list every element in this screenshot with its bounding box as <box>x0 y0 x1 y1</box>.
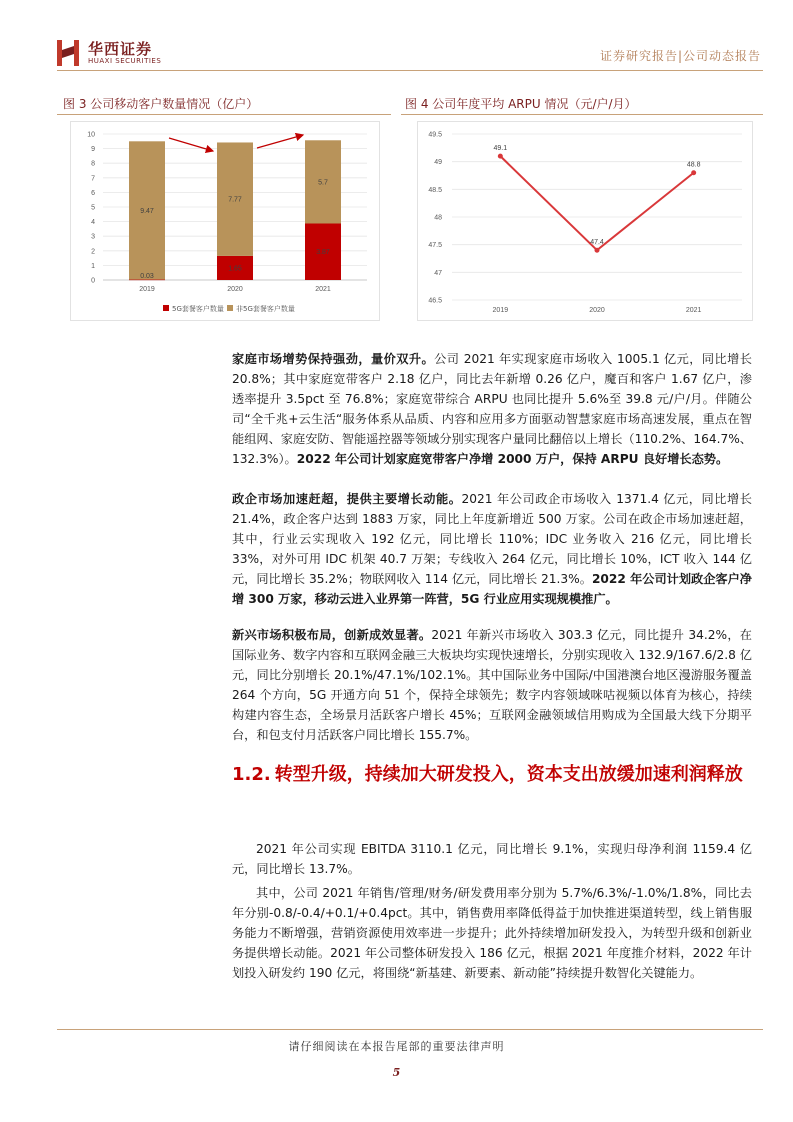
bar-value-label: 0.03 <box>140 273 154 280</box>
section-heading <box>232 756 762 794</box>
bar-value-label: 5.7 <box>318 179 328 187</box>
legend-swatch <box>227 305 233 311</box>
trend-arrow-up <box>257 135 303 148</box>
legend-swatch <box>163 305 169 311</box>
y-tick-label: 10 <box>87 131 95 139</box>
arpu-value-label: 49.1 <box>493 145 508 153</box>
arpu-point <box>498 154 503 159</box>
legal-notice: 请仔细阅读在本报告尾部的重要法律声明 <box>288 1040 505 1053</box>
figure3-caption: 图 3 公司移动客户数量情况（亿户） <box>63 97 259 111</box>
arpu-value-label: 48.8 <box>686 161 701 169</box>
arpu-value-label: 47.4 <box>590 239 604 247</box>
logo-icon <box>57 38 79 66</box>
customer-count-chart <box>70 121 380 321</box>
section-title: 转型升级，持续加大研发投入，资本支出放缓加速利润释放 <box>274 764 743 785</box>
figure4-caption: 图 4 公司年度平均 ARPU 情况（元/户/月） <box>405 97 637 111</box>
arpu-series-line <box>500 156 693 250</box>
x-tick-label: 2021 <box>315 286 331 293</box>
y-tick-label: 48 <box>434 214 442 222</box>
y-tick-label: 8 <box>91 160 95 168</box>
legend-label: 5G套餐客户数量 <box>172 305 224 313</box>
home-market-lead: 家庭市场增势保持强劲，量价双升。 <box>232 352 435 366</box>
enterprise-market-lead: 政企市场加速赶超，提供主要增长动能。 <box>232 492 462 506</box>
header-divider <box>57 70 763 71</box>
x-tick-label: 2019 <box>492 307 509 314</box>
y-tick-label: 7 <box>91 175 95 183</box>
ebitda-body: 2021 年公司实现 EBITDA 3110.1 亿元，同比增长 9.1%，实现归母净利润 1159.4 亿元，同比增长 13.7%。 <box>232 842 752 876</box>
bar-value-label: 3.87 <box>316 249 330 257</box>
bar-value-label: 9.47 <box>140 207 154 215</box>
section-number: 1.2. <box>232 764 271 785</box>
customer-count-chart-svg <box>71 122 379 320</box>
paragraph-home-market <box>232 349 752 469</box>
emerging-market-lead: 新兴市场积极布局，创新成效显著。 <box>232 628 432 642</box>
enterprise-market-body: 2021 年公司政企市场收入 1371.4 亿元，同比增长 21.4%，政企客户达到 1883 万家，同比上年度新增近 500 万家。公司在政企市场加速赶超，其中，行业云实现收入 192 亿元，同比增长 110%；IDC 业务收入 216 亿元，同比增长 33%，对外可用 IDC 机架 40.7 万架；专线收入 264 亿元，同比增长 10%，ICT 收入 144 亿元，同比增长 35.2%；物联网收入 114 亿元，同比增长 21.3%。 <box>232 492 752 586</box>
y-tick-label: 6 <box>91 189 95 197</box>
y-tick-label: 47 <box>434 269 442 277</box>
y-tick-label: 5 <box>91 204 95 212</box>
home-market-plan: 2022 年公司计划家庭宽带客户净增 2000 万户，保持 ARPU 良好增长态势。 <box>296 452 729 466</box>
home-market-body: 公司 2021 年实现家庭市场收入 1005.1 亿元，同比增长 20.8%；其中家庭宽带客户 2.18 亿户，同比去年新增 0.26 亿户，魔百和客户 1.67 亿户，渗透率提升 3.5pct 至 76.8%；家庭宽带综合 ARPU 也同比提升 5.6%至 39.8 元/户/月。伴随公司“全千兆+云生活“服务体系从品质、内容和应用多方面驱动智慧家庭市场高速发展，重点在智能组网、家庭安防、智能遥控器等领域分别实现客户量同比翻倍以上增长（110.2%、164.7%、132.3%）。 <box>232 352 752 466</box>
arpu-chart <box>417 121 753 321</box>
y-tick-label: 46.5 <box>428 297 442 305</box>
footer-divider <box>57 1029 763 1030</box>
logo-text-cn: 华西证券 <box>88 40 153 58</box>
x-tick-label: 2020 <box>589 307 605 314</box>
paragraph-expense-ratio <box>232 883 752 983</box>
arpu-chart-svg <box>418 122 752 320</box>
x-tick-label: 2020 <box>227 286 243 293</box>
paragraph-enterprise-market <box>232 489 752 609</box>
bar-value-label: 7.77 <box>228 196 242 204</box>
report-type-label: 证券研究报告|公司动态报告 <box>599 49 761 63</box>
figure3-caption-line <box>57 114 391 115</box>
y-tick-label: 0 <box>91 277 95 285</box>
emerging-market-body: 2021 年新兴市场收入 303.3 亿元，同比提升 34.2%，在国际业务、数字内容和互联网金融三大板块均实现快速增长，分别实现收入 132.9/167.6/2.8 亿元，同比分别增长 20.1%/47.1%/102.1%。其中国际业务中国际/中国港澳台地区漫游服务覆盖 264 个方向，5G 开通方向 51 个，保持全球领先；数字内容领域咪咕视频以体育为核心，持续构建内容生态，全场景月活跃客户增长 45%；互联网金融领域信用购成为全国最大线下分期平台，和包支付月活跃客户同比增长 155.7%。 <box>232 628 752 742</box>
paragraph-emerging-market <box>232 625 752 745</box>
legend-label: 非5G套餐客户数量 <box>236 305 295 313</box>
y-tick-label: 48.5 <box>428 186 442 194</box>
trend-arrow-down <box>169 138 213 151</box>
y-tick-label: 2 <box>91 248 95 256</box>
x-tick-label: 2021 <box>685 307 702 314</box>
expense-ratio-body: 其中，公司 2021 年销售/管理/财务/研发费用率分别为 5.7%/6.3%/-1.0%/1.8%，同比去年分别-0.8/-0.4/+0.1/+0.4pct。其中，销售费用率降低得益于加快推进渠道转型，线上销售服务能力不断增强，营销资源使用效率进一步提升；此外持续增加研发投入，为转型升级和创新业务提供增长动能。2021 年公司整体研发投入 186 亿元，根据 2021 年度推介材料，2022 年计划投入研发约 190 亿元，将围绕“新基建、新要素、新动能”持续提升数智化关键能力。 <box>232 886 752 980</box>
enterprise-market-plan: 2022 年公司计划政企客户净增 300 万家，移动云进入业界第一阵营，5G 行业应用实现规模推广。 <box>232 572 752 606</box>
y-tick-label: 1 <box>91 262 95 270</box>
x-tick-label: 2019 <box>139 286 155 293</box>
y-tick-label: 47.5 <box>428 242 442 250</box>
bar-value-label: 1.65 <box>228 265 242 273</box>
y-tick-label: 49 <box>434 159 442 167</box>
y-tick-label: 4 <box>91 219 95 227</box>
figure4-caption-line <box>401 114 763 115</box>
paragraph-ebitda <box>232 839 752 879</box>
y-tick-label: 3 <box>91 233 95 241</box>
arpu-point <box>691 170 696 175</box>
y-tick-label: 9 <box>91 146 95 154</box>
y-tick-label: 49.5 <box>428 131 442 139</box>
page-number: 5 <box>392 1066 401 1079</box>
arpu-point <box>595 248 600 253</box>
logo-text-en: HUAXI SECURITIES <box>88 57 162 65</box>
